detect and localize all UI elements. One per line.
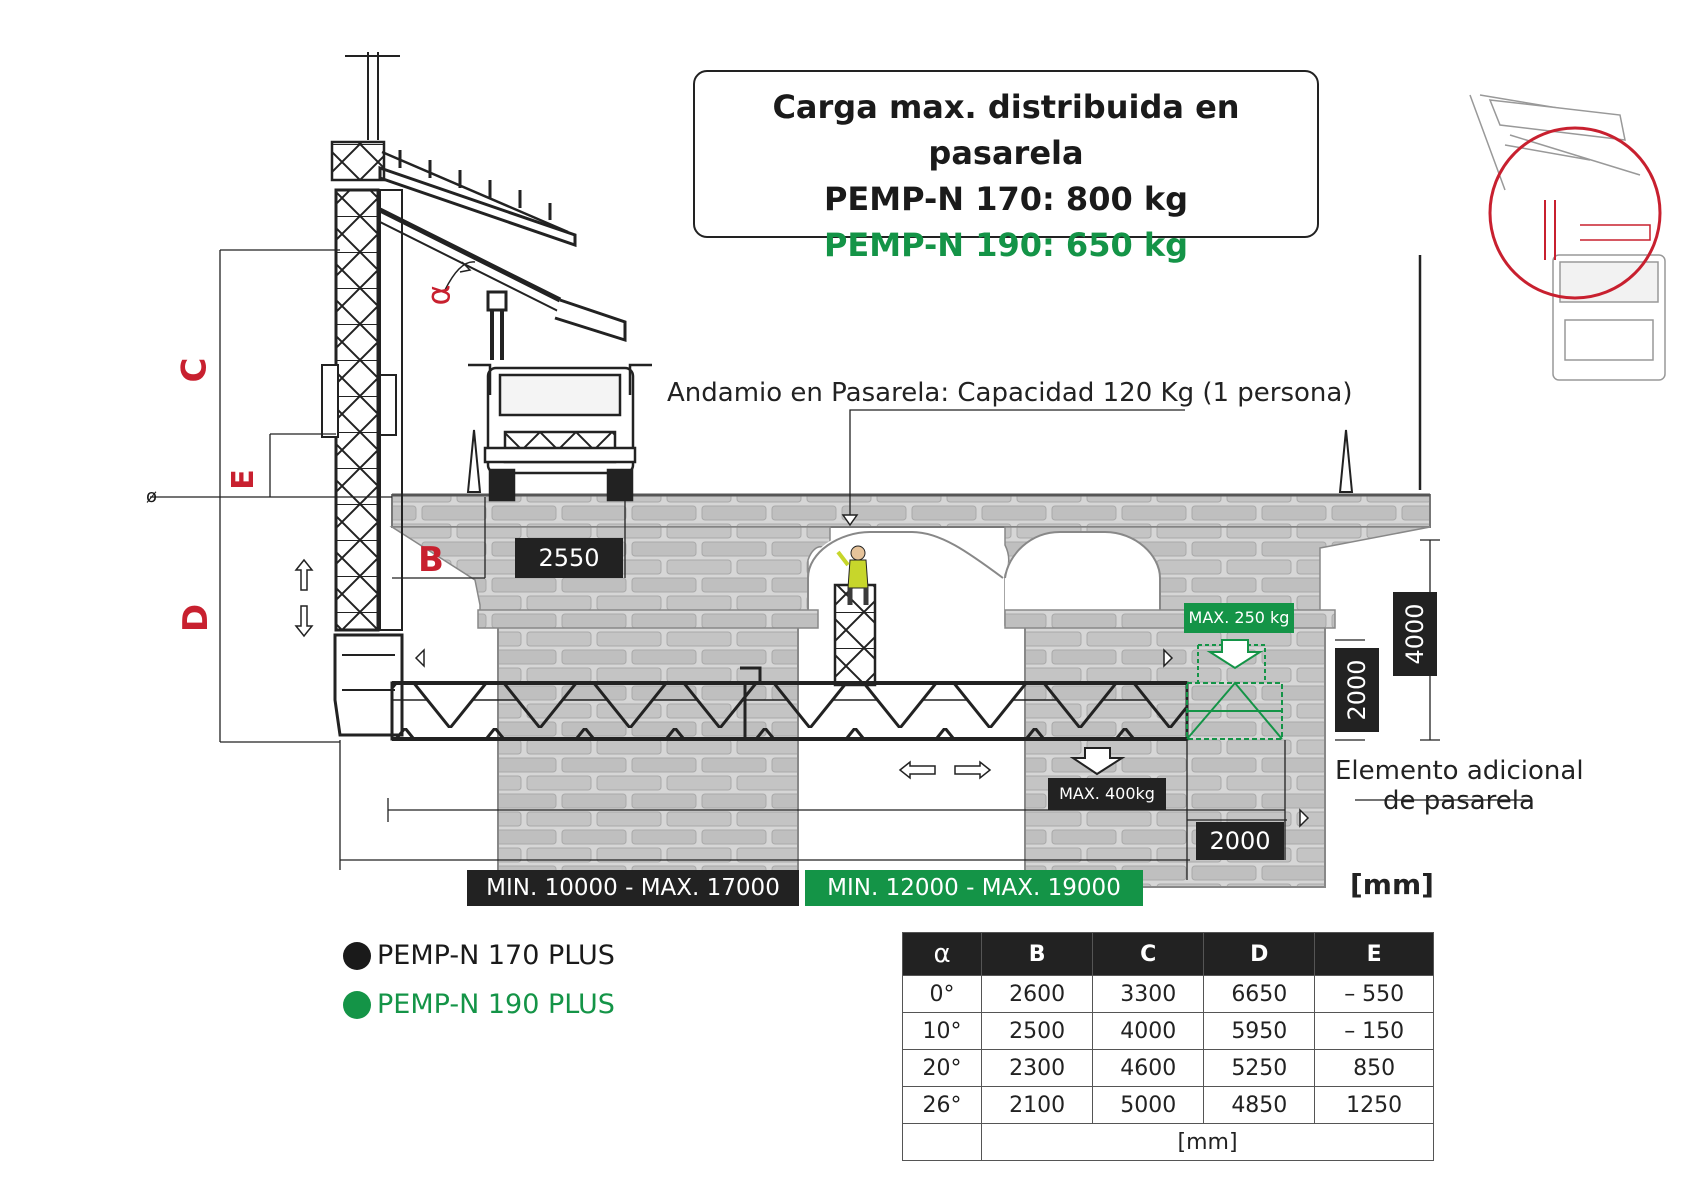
dimension-2000-horizontal: 2000: [1196, 822, 1284, 860]
table-row: [903, 1013, 1434, 1050]
info-pemp-170-load: PEMP-N 170: 800 kg: [823, 180, 1189, 218]
table-cell-empty: [903, 1124, 982, 1161]
dimension-letter-b: B: [418, 540, 444, 580]
table-cell: 4850: [1204, 1087, 1315, 1124]
table-cell: 26°: [903, 1087, 982, 1124]
dimension-2000-vertical-box: [1335, 648, 1379, 732]
table-cell: 2100: [982, 1087, 1093, 1124]
table-unit-row: [903, 1124, 1434, 1161]
table-cell: 2600: [982, 976, 1093, 1013]
table-cell: 5000: [1093, 1087, 1204, 1124]
dimension-2000-vertical: 2000: [1343, 659, 1371, 721]
table-cell: 850: [1315, 1050, 1434, 1087]
table-cell: 1250: [1315, 1087, 1434, 1124]
scaffold-capacity-caption: Andamio en Pasarela: Capacidad 120 Kg (1 persona): [667, 378, 1353, 408]
left-pillar: [498, 625, 798, 887]
table-cell: 10°: [903, 1013, 982, 1050]
legend-label-190: PEMP-N 190 PLUS: [377, 989, 615, 1020]
table-row: [903, 1087, 1434, 1124]
legend-dot-green: [343, 991, 371, 1019]
dimension-4000: 4000: [1401, 603, 1429, 665]
table-cell: 2300: [982, 1050, 1093, 1087]
dimensions-table: [902, 932, 1434, 1161]
crane-arm: [380, 150, 625, 360]
units-label: [mm]: [1350, 868, 1434, 901]
dimension-4000-box: [1393, 592, 1437, 676]
table-cell: 20°: [903, 1050, 982, 1087]
table-header-row: [903, 933, 1434, 976]
table-cell: 4600: [1093, 1050, 1204, 1087]
table-header-e: E: [1315, 933, 1434, 976]
table-cell: 0°: [903, 976, 982, 1013]
table-cell: 4000: [1093, 1013, 1204, 1050]
table-cell: – 550: [1315, 976, 1434, 1013]
range-pemp-190: MIN. 12000 - MAX. 19000: [805, 870, 1143, 906]
zero-reference-label: ø: [146, 486, 158, 507]
table-header-alpha: α: [903, 933, 982, 976]
table-header-c: C: [1093, 933, 1204, 976]
legend-item-190: [343, 989, 615, 1020]
legend-item-170: [343, 940, 615, 971]
scaffold-tower: [830, 585, 880, 685]
dimension-letter-d: D: [176, 603, 217, 633]
max-load-info-box: [693, 70, 1319, 264]
truck-front-view: [468, 365, 652, 500]
angle-alpha-label: α: [419, 284, 458, 306]
table-cell: 5250: [1204, 1050, 1315, 1087]
legend-dot-black: [343, 942, 371, 970]
additional-element-caption-line1: Elemento adicional: [1335, 756, 1584, 786]
dimension-letter-e: E: [225, 469, 261, 490]
load-label-400: MAX. 400kg: [1048, 778, 1166, 810]
legend: [343, 940, 615, 1020]
table-unit: [mm]: [982, 1124, 1434, 1161]
range-pemp-170: MIN. 10000 - MAX. 17000: [467, 870, 799, 906]
thumbnail-truck: [1470, 95, 1665, 380]
info-title: Carga max. distribuida en pasarela: [772, 88, 1240, 172]
table-cell: 3300: [1093, 976, 1204, 1013]
dimension-letter-c: C: [174, 357, 215, 383]
load-label-250: MAX. 250 kg: [1184, 603, 1294, 633]
table-cell: 2500: [982, 1013, 1093, 1050]
table-header-b: B: [982, 933, 1093, 976]
dimension-2550: 2550: [515, 538, 623, 578]
table-cell: 6650: [1204, 976, 1315, 1013]
info-pemp-190-load: PEMP-N 190: 650 kg: [823, 226, 1189, 264]
legend-label-170: PEMP-N 170 PLUS: [377, 940, 615, 971]
additional-element-caption-line2: de pasarela: [1383, 786, 1535, 816]
table-header-d: D: [1204, 933, 1315, 976]
table-row: [903, 1050, 1434, 1087]
table-cell: – 150: [1315, 1013, 1434, 1050]
table-cell: 5950: [1204, 1013, 1315, 1050]
table-row: [903, 976, 1434, 1013]
